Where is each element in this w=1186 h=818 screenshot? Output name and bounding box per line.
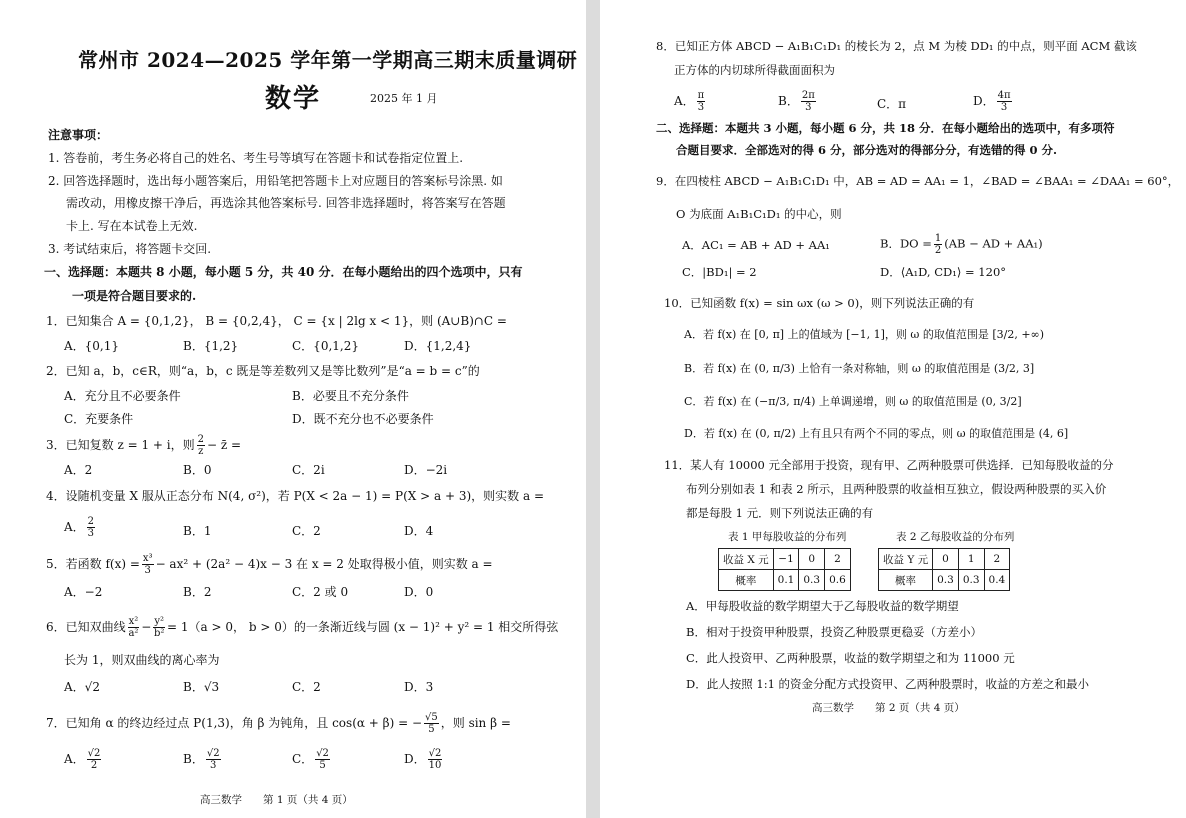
q9-option-b-pre: B．DO = [880, 236, 932, 251]
q5-stem-post: − ax² + (2a² − 4)x − 3 在 x = 2 处取得极小值，则实数 a = [155, 557, 493, 571]
q11-option-b: B．相对于投资甲种股票，投资乙种股票更稳妥（方差小） [686, 625, 982, 639]
q8-a-num: π [697, 90, 705, 101]
page-footer: 高三数学 第 1 页（共 4 页） [200, 794, 353, 806]
q8-b-den: 3 [805, 102, 812, 113]
table-cell: 0.4 [984, 570, 1010, 591]
table-cell: 1 [958, 549, 984, 570]
q8-a-fraction [697, 90, 706, 113]
exam-page-1 [0, 0, 586, 818]
q9-b-num: 1 [934, 233, 942, 244]
notice-line: 1. 答卷前，考生务必将自己的姓名、考生号等填写在答题卡和试卷指定位置上. [48, 151, 464, 165]
table-cell: 概率 [879, 570, 933, 591]
q8-d-den: 3 [1000, 102, 1008, 113]
q1-option-b: B．{1,2} [183, 339, 239, 353]
q7-option-a-label: A． [64, 752, 85, 766]
q11-option-c: C．此人投资甲、乙两种股票，收益的数学期望之和为 11000 元 [686, 651, 1015, 665]
q11-stem-cont: 布列分别如表 1 和表 2 所示，且两种股票的收益相互独立，假设两种股票的买入价 [686, 482, 1107, 496]
q11-option-a: A．甲每股收益的数学期望大于乙每股收益的数学期望 [686, 599, 959, 613]
table2-distribution [878, 548, 1010, 591]
q8-option-b [778, 90, 818, 113]
q7-b-den: 3 [210, 760, 217, 771]
q5-option-c: C．2 或 0 [292, 585, 349, 599]
q1-stem: 1．已知集合 A = {0,1,2}， B = {0,2,4}， C = {x | 2lg x < 1}，则 (A∪B)∩C = [46, 314, 507, 328]
q7-option-d-label: D． [404, 752, 426, 766]
q7-option-d [404, 748, 444, 771]
q4-option-a [64, 516, 97, 539]
q8-option-b-label: B． [778, 94, 799, 108]
q6-option-c: C．2 [292, 680, 321, 694]
table-cell: 0.3 [958, 570, 984, 591]
q7-a-num: √2 [87, 748, 101, 759]
q11-stem-cont: 都是每股 1 元．则下列说法正确的有 [686, 506, 874, 520]
section1-heading: 一、选择题：本题共 8 小题，每小题 5 分，共 40 分．在每小题给出的四个选项中，只有 [44, 265, 523, 279]
q2-stem: 2．已知 a，b，c∈R，则“a，b，c 既是等差数列又是等比数列”是“a = b = c”的 [46, 364, 480, 378]
q9-option-c: C．|BD₁| = 2 [682, 265, 757, 279]
q7-option-b-label: B． [183, 752, 204, 766]
page-footer: 高三数学 第 2 页（共 4 页） [812, 702, 965, 714]
q11-stem: 11．某人有 10000 元全部用于投资，现有甲、乙两种股票可供选择．已知每股收益的分 [664, 458, 1114, 472]
notice-line: 3. 考试结束后，将答题卡交回. [48, 242, 212, 256]
q7-option-a [64, 748, 103, 771]
q10-option-c: C．若 f(x) 在 (−π/3, π/4) 上单调递增，则 ω 的取值范围是 (0, 3/2] [684, 395, 1022, 408]
subject-title: 数学 [265, 84, 322, 114]
q7-d-num: √2 [428, 748, 442, 759]
table-cell: 收益 Y 元 [879, 549, 933, 570]
q3-fraction [197, 434, 205, 457]
q6-option-d: D．3 [404, 680, 434, 694]
q7-frac-num: √5 [425, 712, 438, 723]
q7-option-c [292, 748, 332, 771]
q8-option-a [674, 90, 707, 113]
q5-frac-num: x³ [142, 553, 153, 564]
q3-option-b: B．0 [183, 463, 212, 477]
q4-option-b: B．1 [183, 524, 212, 538]
q6-stem-post: = 1（a > 0， b > 0）的一条渐近线与圆 (x − 1)² + y² = 1 相交所得弦 [167, 620, 559, 634]
q3-frac-num: 2 [197, 434, 204, 445]
table-cell: 概率 [719, 570, 774, 591]
q5-option-b: B．2 [183, 585, 212, 599]
notice-line: 卡上. 写在本试卷上无效. [66, 219, 198, 233]
q3-option-d: D．−2i [404, 463, 448, 477]
q7-stem-pre: 7．已知角 α 的终边经过点 P(1,3)，角 β 为钝角，且 cos(α + β) = − [46, 716, 423, 730]
table-cell: 2 [825, 549, 851, 570]
q3-option-c: C．2i [292, 463, 325, 477]
q7-b-fraction [206, 748, 221, 771]
q9-stem: 9．在四棱柱 ABCD − A₁B₁C₁D₁ 中，AB = AD = AA₁ = 1，∠BAD = ∠BAA₁ = ∠DAA₁ = 60°， [656, 174, 1180, 188]
q6-minus: − [141, 620, 152, 634]
q4-option-c: C．2 [292, 524, 321, 538]
q3-frac-den: z [198, 446, 204, 457]
q8-stem-cont: 正方体的内切球所得截面面积为 [674, 63, 835, 77]
table-cell: 0.6 [825, 570, 851, 591]
q8-option-c: C．π [877, 97, 907, 111]
exam-title: 常州市 2024—2025 学年第一学期高三期末质量调研 [78, 48, 578, 72]
q7-option-b [183, 748, 223, 771]
q9-stem-cont: O 为底面 A₁B₁C₁D₁ 的中心，则 [676, 207, 842, 221]
table2-caption: 表 2 乙每股收益的分布列 [896, 531, 1015, 543]
q5-stem-pre: 5．若函数 f(x) = [46, 557, 140, 571]
notice-line: 2. 回答选择题时，选出每小题答案后，用铅笔把答题卡上对应题目的答案标号涂黑. 如 [48, 174, 503, 188]
q6-option-a: A．√2 [64, 680, 100, 694]
q11-option-d: D．此人按照 1:1 的资金分配方式投资甲、乙两种股票时，收益的方差之和最小 [686, 677, 1090, 691]
q10-stem: 10．已知函数 f(x) = sin ωx (ω > 0)，则下列说法正确的有 [664, 296, 975, 310]
q6-frac1-den: a² [128, 628, 139, 639]
q8-b-fraction [801, 90, 816, 113]
q6-frac1-num: x² [128, 616, 139, 627]
q6-option-b: B．√3 [183, 680, 220, 694]
table-cell: 0 [799, 549, 825, 570]
q8-stem: 8．已知正方体 ABCD − A₁B₁C₁D₁ 的棱长为 2，点 M 为棱 DD₁ 的中点，则平面 ACM 截该 [656, 39, 1137, 53]
page-gap [586, 0, 600, 818]
q3-stem [46, 434, 241, 457]
table1-caption: 表 1 甲每股收益的分布列 [728, 531, 847, 543]
q10-option-d: D．若 f(x) 在 (0, π/2) 上有且只有两个不同的零点，则 ω 的取值范围是 (4, 6] [684, 427, 1069, 440]
table-row [719, 549, 851, 570]
section1-heading-cont: 一项是符合题目要求的. [72, 289, 197, 303]
q6-stem-pre: 6．已知双曲线 [46, 620, 126, 634]
table-row [879, 549, 1010, 570]
q3-option-a: A．2 [64, 463, 93, 477]
q7-fraction [424, 712, 439, 735]
table-cell: 0.3 [933, 570, 959, 591]
exam-date: 2025 年 1 月 [370, 92, 438, 105]
q8-option-a-label: A． [674, 94, 695, 108]
table-cell: 0 [933, 549, 959, 570]
q8-option-d-label: D． [973, 94, 995, 108]
q4-stem: 4．设随机变量 X 服从正态分布 N(4, σ²)，若 P(X < 2a − 1) = P(X > a + 3)，则实数 a = [46, 489, 544, 503]
q6-stem [46, 616, 558, 639]
q6-fraction-y [153, 616, 165, 639]
q7-option-c-label: C． [292, 752, 314, 766]
q3-stem-pre: 3．已知复数 z = 1 + i，则 [46, 438, 195, 452]
table-cell: 0.3 [799, 570, 825, 591]
table-row [719, 570, 851, 591]
q9-b-den: 2 [934, 245, 942, 256]
q9-option-d: D．⟨A₁D, CD₁⟩ = 120° [880, 265, 1007, 279]
q7-a-den: 2 [90, 760, 98, 771]
q2-option-b: B．必要且不充分条件 [292, 389, 409, 403]
q8-d-fraction [997, 90, 1012, 113]
q3-stem-post: − z̄ = [207, 438, 242, 452]
table-cell: 0.1 [773, 570, 799, 591]
q6-frac2-num: y² [154, 616, 165, 627]
q7-c-fraction [315, 748, 330, 771]
q1-option-a: A．{0,1} [64, 339, 120, 353]
q7-c-num: √2 [316, 748, 329, 759]
q7-d-den: 10 [428, 760, 442, 771]
q7-stem [46, 712, 511, 735]
q5-frac-den: 3 [144, 565, 151, 576]
q4-a-fraction [87, 516, 95, 539]
q9-option-b-post: (AB − AD + AA₁) [944, 236, 1043, 251]
q1-option-c: C．{0,1,2} [292, 339, 359, 353]
table-row [879, 570, 1010, 591]
q5-option-a: A．−2 [64, 585, 103, 599]
exam-page-2 [600, 0, 1186, 818]
table-cell: 2 [984, 549, 1010, 570]
table1-distribution [718, 548, 851, 591]
q7-frac-den: 5 [428, 724, 435, 735]
q6-stem-cont: 长为 1，则双曲线的离心率为 [64, 653, 220, 667]
q6-fraction-x [128, 616, 140, 639]
q9-option-b [880, 233, 1043, 256]
q8-option-d [973, 90, 1014, 113]
q7-a-fraction [87, 748, 102, 771]
q8-d-num: 4π [997, 90, 1011, 101]
q4-option-a-label: A． [64, 520, 85, 534]
q5-fraction [142, 553, 154, 576]
q5-option-d: D．0 [404, 585, 434, 599]
table-cell: −1 [773, 549, 799, 570]
q7-c-den: 5 [319, 760, 326, 771]
q4-option-d: D．4 [404, 524, 434, 538]
q7-b-num: √2 [206, 748, 220, 759]
q1-option-d: D．{1,2,4} [404, 339, 472, 353]
section2-heading-cont: 合题目要求．全部选对的得 6 分，部分选对的得部分分，有选错的得 0 分. [676, 143, 1058, 157]
q9-b-fraction [934, 233, 942, 256]
section2-heading: 二、选择题：本题共 3 小题，每小题 6 分，共 18 分．在每小题给出的选项中，有多项符 [656, 121, 1115, 135]
notice-line: 需改动，用橡皮擦干净后，再选涂其他答案标号. 回答非选择题时，将答案写在答题 [66, 196, 506, 210]
q4-a-den: 3 [87, 528, 95, 539]
q10-option-a: A．若 f(x) 在 [0, π] 上的值域为 [−1, 1]，则 ω 的取值范围是 [3/2, +∞) [684, 328, 1044, 341]
q4-a-num: 2 [87, 516, 95, 527]
q5-stem [46, 553, 493, 576]
table-cell: 收益 X 元 [719, 549, 774, 570]
q10-option-b: B．若 f(x) 在 (0, π/3) 上恰有一条对称轴，则 ω 的取值范围是 (3/2, 3] [684, 362, 1035, 375]
q8-a-den: 3 [697, 102, 705, 113]
notice-header: 注意事项： [48, 128, 109, 142]
q7-stem-post: ，则 sin β = [440, 716, 511, 730]
q2-option-c: C．充要条件 [64, 412, 134, 426]
q6-frac2-den: b² [153, 628, 165, 639]
q2-option-a: A．充分且不必要条件 [64, 389, 181, 403]
q9-option-a: A．AC₁ = AB + AD + AA₁ [682, 238, 830, 252]
q7-d-fraction [428, 748, 443, 771]
q2-option-d: D．既不充分也不必要条件 [292, 412, 434, 426]
q8-b-num: 2π [801, 90, 815, 101]
